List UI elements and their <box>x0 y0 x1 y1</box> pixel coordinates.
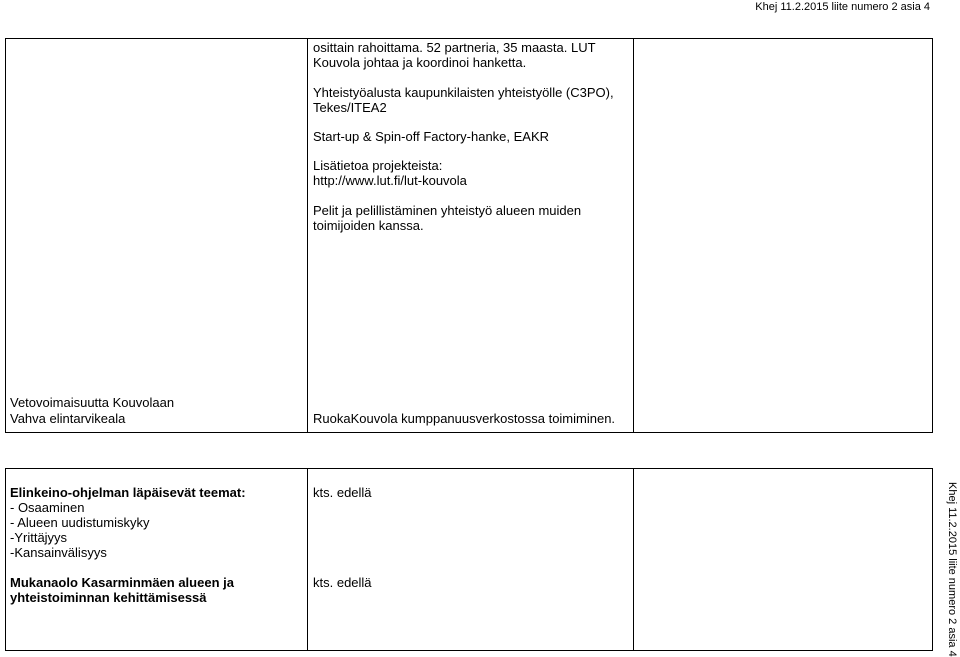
lower-right-cell <box>633 468 933 651</box>
theme-item: -Yrittäjyys <box>10 530 68 545</box>
theme-item: - Osaaminen <box>10 500 85 515</box>
project-link[interactable]: http://www.lut.fi/lut-kouvola <box>313 173 467 188</box>
goal-line: Vetovoimaisuutta Kouvolaan <box>10 395 175 410</box>
project-text-line: Tekes/ITEA2 <box>313 100 387 115</box>
kasarminmaki-heading: yhteistoiminnan kehittämisessä <box>10 590 207 605</box>
see-above-note: kts. edellä <box>313 575 372 590</box>
header-note: Khej 11.2.2015 liite numero 2 asia 4 <box>755 1 930 13</box>
goal-line: Vahva elintarvikeala <box>10 411 126 426</box>
theme-item: - Alueen uudistumiskyky <box>10 515 150 530</box>
project-text-line: Start-up & Spin-off Factory-hanke, EAKR <box>313 129 550 144</box>
project-text-line: osittain rahoittama. 52 partneria, 35 maasta. LUT <box>313 40 596 55</box>
upper-left-cell <box>5 38 308 433</box>
upper-right-cell <box>633 38 933 433</box>
themes-heading: Elinkeino-ohjelman läpäisevät teemat: <box>10 485 246 500</box>
project-text-line: Pelit ja pelillistäminen yhteistyö alueen muiden <box>313 203 582 218</box>
kasarminmaki-heading: Mukanaolo Kasarminmäen alueen ja <box>10 575 234 590</box>
project-text-line: toimijoiden kanssa. <box>313 218 424 233</box>
side-note: Khej 11.2.2015 liite numero 2 asia 4 <box>946 482 958 657</box>
see-above-note: kts. edellä <box>313 485 372 500</box>
theme-item: -Kansainvälisyys <box>10 545 107 560</box>
project-text-line: Yhteistyöalusta kaupunkilaisten yhteistyölle (C3PO), <box>313 85 614 100</box>
project-text-line: Lisätietoa projekteista: <box>313 158 443 173</box>
action-text: RuokaKouvola kumppanuusverkostossa toimiminen. <box>313 411 616 426</box>
project-text-line: Kouvola johtaa ja koordinoi hanketta. <box>313 55 527 70</box>
